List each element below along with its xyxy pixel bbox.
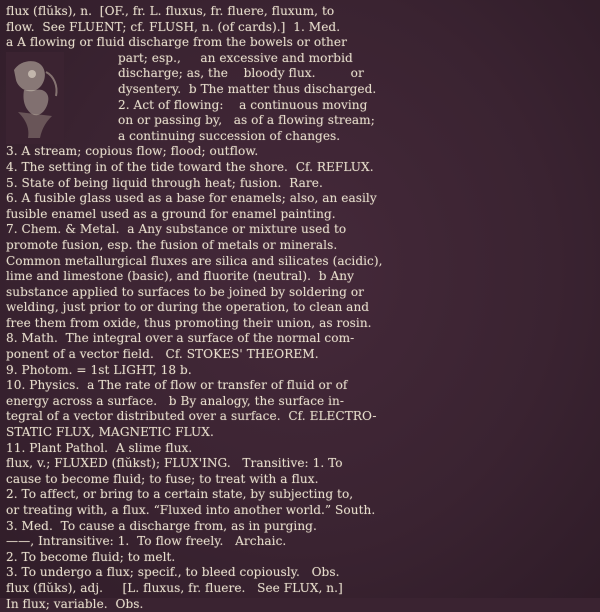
entry-line: 3. A stream; copious flow; flood; outflow. [6, 144, 259, 159]
entry-line: flux (flŭks), adj. [L. fluxus, fr. fluere. See FLUX, n.] [6, 580, 343, 595]
entry-line: lime and limestone (basic), and fluorite (neutral). b Any [6, 269, 354, 284]
entry-line: 11. Plant Pathol. A slime flux. [6, 440, 193, 455]
entry-line: ponent of a vector field. Cf. STOKES' THEOREM. [6, 347, 319, 362]
entry-line: ——, Intransitive: 1. To flow freely. Archaic. [6, 534, 287, 549]
entry-line: tegral of a vector distributed over a surface. Cf. ELECTRO- [6, 409, 377, 424]
entry-line: discharge; as, the bloody flux. or [118, 66, 364, 81]
entry-line: on or passing by, as of a flowing stream; [118, 113, 375, 128]
entry-line: 3. Med. To cause a discharge from, as in purging. [6, 518, 317, 533]
entry-line: 2. To affect, or bring to a certain state, by subjecting to, [6, 487, 354, 502]
entry-line: 2. To become fluid; to melt. [6, 549, 176, 564]
entry-line: In flux; variable. Obs. [6, 596, 144, 611]
entry-line: 9. Photom. = 1st LIGHT, 18 b. [6, 362, 192, 377]
entry-line: 4. The setting in of the tide toward the shore. Cf. REFLUX. [6, 159, 374, 174]
entry-line: 10. Physics. a The rate of flow or transfer of fluid or of [6, 378, 348, 393]
entry-line: dysentery. b The matter thus discharged. [118, 81, 377, 96]
entry-line: 2. Act of flowing: a continuous moving [118, 97, 368, 112]
entry-line: welding, just prior to or during the operation, to clean and [6, 300, 370, 315]
entry-line: flow. See FLUENT; cf. FLUSH, n. (of cards).] 1. Med. [6, 19, 341, 34]
entry-text [6, 4, 594, 612]
entry-line: cause to become fluid; to fuse; to treat with a flux. [6, 471, 319, 486]
entry-line: flux, v.; FLUXED (flŭkst); FLUX'ING. Transitive: 1. To [6, 456, 343, 471]
entry-line: a continuing succession of changes. [118, 128, 341, 143]
entry-line: energy across a surface. b By analogy, the surface in- [6, 393, 345, 408]
entry-line: 7. Chem. & Metal. a Any substance or mixture used to [6, 222, 347, 237]
entry-line: STATIC FLUX, MAGNETIC FLUX. [6, 425, 214, 440]
entry-line: substance applied to surfaces to be joined by soldering or [6, 284, 364, 299]
entry-line: Common metallurgical fluxes are silica and silicates (acidic), [6, 253, 383, 268]
entry-line: fusible enamel used as a ground for enamel painting. [6, 206, 336, 221]
entry-line: flux (flŭks), n. [OF., fr. L. fluxus, fr. fluere, fluxum, to [6, 4, 335, 18]
entry-line: 5. State of being liquid through heat; fusion. Rare. [6, 175, 323, 190]
entry-line: promote fusion, esp. the fusion of metals or minerals. [6, 237, 338, 252]
entry-line: 3. To undergo a flux; specif., to bleed copiously. Obs. [6, 565, 340, 580]
entry-line: 6. A fusible glass used as a base for enamels; also, an easily [6, 191, 377, 206]
entry-line: 8. Math. The integral over a surface of the normal com- [6, 331, 355, 346]
entry-line: free them from oxide, thus promoting their union, as rosin. [6, 315, 372, 330]
entry-line: a A flowing or fluid discharge from the bowels or other [6, 35, 347, 50]
entry-line: or treating with, a flux. “Fluxed into another world.” South. [6, 503, 376, 517]
entry-line: part; esp., an excessive and morbid [118, 50, 353, 65]
